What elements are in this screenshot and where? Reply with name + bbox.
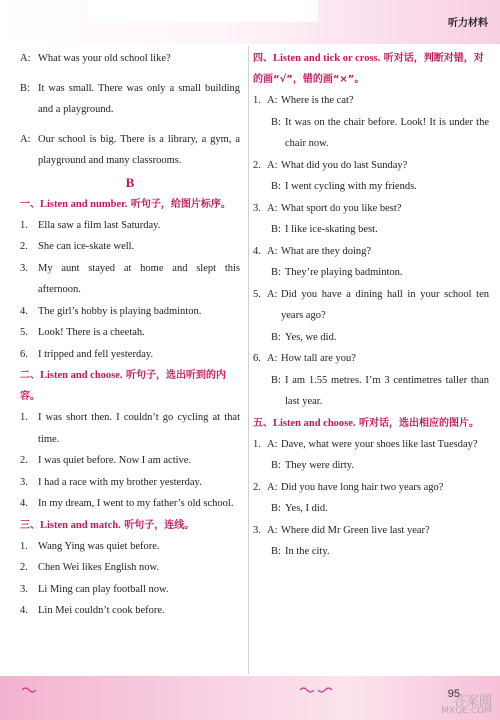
line-a: Did you have a dining hall in your school ten years ago? — [281, 288, 489, 321]
item-number: 1. — [20, 412, 28, 423]
dialog-item — [253, 198, 489, 220]
line-b: Yes, I did. — [285, 503, 328, 514]
speaker-a: A: — [267, 288, 278, 300]
item-text: In my dream, I went to my father’s old school. — [38, 498, 234, 509]
column-divider — [248, 46, 249, 674]
item-number: 3. — [20, 583, 28, 595]
speaker-b: B: — [271, 224, 281, 235]
item-number: 3. — [253, 202, 261, 214]
part5-heading-en: Listen and choose. — [273, 417, 356, 429]
item-text: The girl’s hobby is playing badminton. — [38, 305, 202, 317]
speaker-a: A: — [267, 245, 278, 257]
line-b: I like ice-skating best. — [285, 224, 378, 235]
list-item — [20, 600, 240, 622]
item-number: 3. — [20, 262, 28, 274]
item-number: 6. — [253, 353, 261, 364]
wave-ornament-icon — [300, 686, 314, 694]
item-text: My aunt stayed at home and slept this afternoon. — [38, 262, 240, 295]
item-text: Chen Wei likes English now. — [38, 562, 160, 573]
item-number: 4. — [20, 605, 28, 616]
right-column — [253, 48, 489, 563]
line-b: In the city. — [285, 546, 330, 557]
dialog-item — [253, 284, 489, 327]
line-b: It was on the chair before. Look! It is under the chair now. — [285, 116, 489, 149]
dialog-line — [20, 129, 240, 172]
speaker-b: B: — [271, 460, 281, 471]
dialog-text: What was your old school like? — [38, 53, 171, 64]
line-b: Yes, we did. — [285, 331, 337, 343]
line-a: Where did Mr Green live last year? — [281, 524, 430, 536]
footer-band — [0, 676, 500, 720]
dialog-line — [20, 48, 240, 70]
speaker-a: A: — [267, 481, 278, 493]
item-text: Wang Ying was quiet before. — [38, 540, 160, 552]
line-a: How tall are you? — [281, 353, 356, 364]
page-number: 95 — [447, 688, 460, 700]
list-item — [20, 344, 240, 366]
speaker-label: A: — [20, 53, 31, 64]
item-number: 1. — [253, 95, 261, 106]
speaker-b: B: — [271, 181, 281, 192]
line-a: Did you have long hair two years ago? — [281, 481, 444, 493]
line-b: I went cycling with my friends. — [285, 181, 417, 192]
speaker-a: A: — [267, 438, 278, 450]
item-text: Lin Mei couldn’t cook before. — [38, 605, 165, 616]
item-text: Look! There is a cheetah. — [38, 327, 145, 338]
dialog-item — [253, 241, 489, 263]
item-text: I was quiet before. Now I am active. — [38, 455, 192, 466]
part2-heading-en: Listen and choose. — [40, 370, 123, 381]
part4-number: 四、 — [253, 53, 273, 64]
dialog-item — [253, 348, 489, 370]
part2-number: 二、 — [20, 370, 40, 381]
dialog-reply — [253, 219, 489, 241]
item-number: 6. — [20, 348, 28, 360]
item-number: 2. — [20, 241, 28, 252]
list-item — [20, 557, 240, 579]
dialog-text: It was small. There was only a small building and a playground. — [38, 82, 240, 115]
line-a: Dave, what were your shoes like last Tuesday? — [281, 438, 478, 450]
speaker-a: A: — [267, 353, 278, 364]
item-number: 2. — [20, 562, 28, 573]
line-a: What are they doing? — [281, 245, 372, 257]
list-item — [20, 579, 240, 601]
dialog-item — [253, 520, 489, 542]
header-blank — [88, 0, 318, 22]
item-number: 1. — [20, 540, 28, 552]
item-number: 5. — [253, 288, 261, 300]
item-text: Li Ming can play football now. — [38, 583, 169, 595]
item-number: 4. — [20, 305, 28, 317]
item-text: I tripped and fell yesterday. — [38, 348, 154, 360]
dialog-reply — [253, 327, 489, 349]
item-number: 2. — [20, 455, 28, 466]
part1-number: 一、 — [20, 198, 40, 210]
speaker-a: A: — [267, 159, 278, 171]
line-b: They’re playing badminton. — [285, 267, 403, 278]
item-number: 3. — [253, 524, 261, 536]
speaker-a: A: — [267, 202, 278, 214]
part3-number: 三、 — [20, 519, 40, 531]
header-tag: 听力材料 — [448, 18, 488, 29]
speaker-label: B: — [20, 82, 30, 94]
dialog-reply — [253, 498, 489, 520]
line-a: Where is the cat? — [281, 95, 354, 106]
part3-heading-cn: 听句子，连线。 — [124, 519, 195, 531]
item-number: 4. — [253, 245, 261, 257]
speaker-b: B: — [271, 267, 281, 278]
list-item — [20, 258, 240, 301]
item-number: 2. — [253, 159, 261, 171]
speaker-b: B: — [271, 331, 281, 343]
part1-heading-en: Listen and number. — [40, 198, 128, 210]
dialog-reply — [253, 176, 489, 198]
dialog-text: Our school is big. There is a library, a gym, a playground and many classrooms. — [38, 133, 240, 166]
dialog-reply — [253, 262, 489, 284]
item-number: 1. — [20, 219, 28, 231]
part4-heading — [253, 48, 489, 90]
watermark-logo: 答案圈 — [452, 694, 492, 709]
list-item — [20, 322, 240, 344]
item-number: 3. — [20, 476, 28, 488]
item-number: 1. — [253, 438, 261, 450]
line-a: What sport do you like best? — [281, 202, 402, 214]
list-item — [20, 450, 240, 472]
item-number: 2. — [253, 481, 261, 493]
list-item — [20, 493, 240, 515]
wave-ornament-icon — [318, 686, 332, 694]
dialog-item — [253, 434, 489, 456]
part3-heading — [20, 515, 240, 536]
list-item — [20, 407, 240, 450]
part3-heading-en: Listen and match. — [40, 519, 121, 531]
list-item — [20, 236, 240, 258]
list-item — [20, 215, 240, 237]
part5-heading-cn: 听对话，选出相应的图片。 — [359, 417, 480, 429]
speaker-b: B: — [271, 503, 281, 514]
part4-heading-en: Listen and tick or cross. — [273, 53, 381, 64]
speaker-a: A: — [267, 95, 278, 106]
dialog-reply — [253, 370, 489, 413]
part5-number: 五、 — [253, 417, 273, 429]
dialog-item — [253, 155, 489, 177]
list-item — [20, 301, 240, 323]
list-item — [20, 472, 240, 494]
line-b: They were dirty. — [285, 460, 354, 471]
speaker-a: A: — [267, 524, 278, 536]
speaker-label: A: — [20, 133, 31, 145]
dialog-item — [253, 90, 489, 112]
part2-heading-cn: 听句子，选出听到的内容。 — [20, 370, 227, 402]
dialog-reply — [253, 112, 489, 155]
item-text: I had a race with my brother yesterday. — [38, 476, 202, 488]
dialog-item — [253, 477, 489, 499]
item-text: I was short then. I couldn’t go cycling at that time. — [38, 412, 240, 445]
part2-heading — [20, 365, 240, 407]
line-a: What did you do last Sunday? — [281, 159, 408, 171]
part5-heading — [253, 413, 489, 434]
dialog-reply — [253, 541, 489, 563]
item-number: 4. — [20, 498, 28, 509]
item-text: Ella saw a film last Saturday. — [38, 219, 161, 231]
part1-heading — [20, 194, 240, 215]
wave-ornament-icon — [22, 686, 36, 694]
speaker-b: B: — [271, 374, 281, 386]
list-item — [20, 536, 240, 558]
dialog-reply — [253, 455, 489, 477]
line-b: I am 1.55 metres. I’m 3 centimetres taller than last year. — [285, 374, 489, 407]
watermark-url: MXQE.COM — [441, 706, 492, 716]
speaker-b: B: — [271, 546, 281, 557]
part1-heading-cn: 听句子，给图片标序。 — [130, 198, 231, 210]
item-text: She can ice-skate well. — [38, 241, 135, 252]
part4-heading-cn: 听对话，判断对错，对的画“√”，错的画“×”。 — [253, 53, 484, 85]
speaker-b: B: — [271, 116, 281, 128]
item-number: 5. — [20, 327, 28, 338]
dialog-line — [20, 78, 240, 121]
left-column — [20, 48, 240, 622]
section-b-title: B — [125, 174, 135, 190]
